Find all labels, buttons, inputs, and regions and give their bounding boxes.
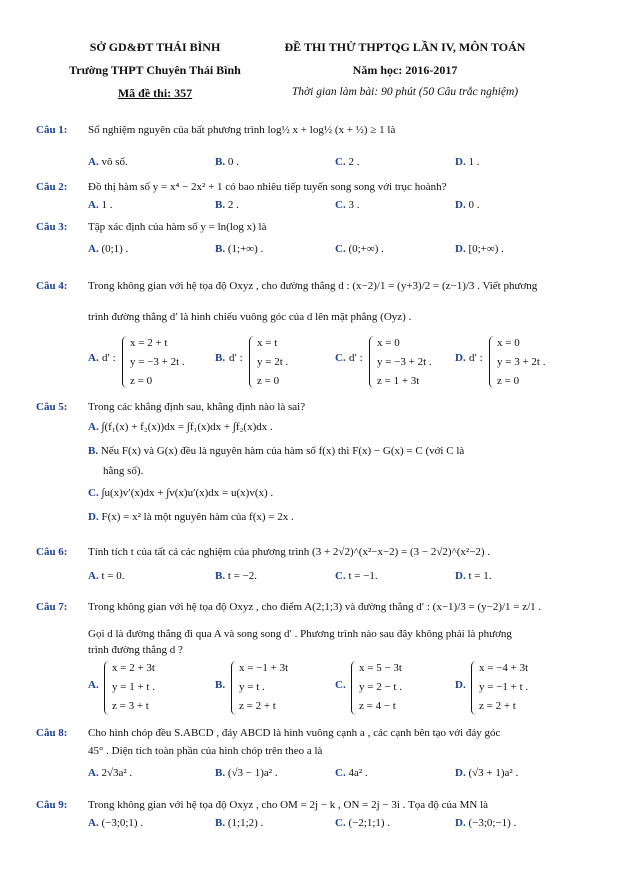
exam-duration: Thời gian làm bài: 90 phút (50 Câu trắc nghiệm) (291, 86, 519, 98)
question-label: Câu 5: (36, 401, 68, 413)
option-c[interactable]: C. 4a² . (335, 767, 368, 779)
question-text: Trong không gian với hệ tọa độ Oxyz , cho đường thẳng d : (x−2)/1 = (y+3)/2 = (z−1)/3 . Viết phương (88, 280, 538, 292)
option-b[interactable]: B. (1;1;2) . (215, 817, 264, 829)
question-text: Đồ thị hàm số y = x⁴ − 2x² + 1 có bao nhiêu tiếp tuyến song song với trục hoành? (88, 181, 447, 193)
question-label: Câu 8: (36, 727, 68, 739)
option-a[interactable]: A. x = 2 + 3t y = 1 + t . z = 3 + t (88, 659, 208, 719)
option-b[interactable]: B. t = −2. (215, 570, 258, 582)
question-text: Cho hình chóp đều S.ABCD , đáy ABCD là hình vuông cạnh a , các cạnh bên tạo với đáy góc (88, 727, 501, 739)
option-c[interactable]: C. d′ : x = 0 y = −3 + 2t . z = 1 + 3t (335, 337, 432, 387)
option-b[interactable]: B. (√3 − 1)a² . (215, 767, 278, 779)
question-text: Tính tích t của tất cả các nghiệm của phương trình (3 + 2√2)^(x²−x−2) = (3 − 2√2)^(x²−2) . (88, 546, 491, 558)
question-label: Câu 3: (36, 221, 68, 233)
option-b[interactable]: B. x = −1 + 3t y = t . z = 2 + t (215, 659, 330, 719)
option-c[interactable]: C. t = −1. (335, 570, 378, 582)
question-text: Trong không gian với hệ tọa độ Oxyz , cho OM = 2j − k , ON = 2j − 3i . Tọa độ của MN là (88, 799, 489, 811)
option-d[interactable]: D. x = −4 + 3t y = −1 + t . z = 2 + t (455, 659, 570, 719)
option-a[interactable]: A. d′ : x = 2 + t y = −3 + 2t . z = 0 (88, 337, 185, 387)
exam-title: ĐỀ THI THỬ THPTQG LẦN IV, MÔN TOÁN (284, 40, 526, 54)
option-a[interactable]: A. (0;1) . (88, 243, 129, 255)
option-a[interactable]: A. vô số. (88, 156, 128, 168)
question-text-cont: Gọi d là đường thẳng đi qua A và song song d′ . Phương trình nào sau đây không phải là phương (88, 628, 512, 640)
option-c[interactable]: C. x = 5 − 3t y = 2 − t . z = 4 − t (335, 659, 450, 719)
question-label: Câu 9: (36, 799, 68, 811)
option-b[interactable]: B. (1;+∞) . (215, 243, 264, 255)
question-text: Số nghiệm nguyên của bất phương trình log½ x + log½ (x + ½) ≥ 1 là (88, 124, 396, 136)
option-d[interactable]: D. 0 . (455, 199, 480, 211)
option-d[interactable]: D. [0;+∞) . (455, 243, 504, 255)
question-text: Trong các khẳng định sau, khẳng định nào là sai? (88, 401, 306, 413)
option-d[interactable]: D. d′ : x = 0 y = 3 + 2t . z = 0 (455, 337, 546, 387)
option-b[interactable]: B. 2 . (215, 199, 239, 211)
question-label: Câu 6: (36, 546, 68, 558)
option-d[interactable]: D. (−3;0;−1) . (455, 817, 517, 829)
option-b-cont: hằng số). (103, 465, 144, 477)
option-c[interactable]: C. 2 . (335, 156, 360, 168)
option-b[interactable]: B. d′ : x = t y = 2t . z = 0 (215, 337, 289, 387)
question-text: Trong không gian với hệ tọa độ Oxyz , cho điểm A(2;1;3) và đường thẳng d′ : (x−1)/3 = (y−2)/1 = z/1 . (88, 601, 542, 613)
option-a[interactable]: A. 2√3a² . (88, 767, 133, 779)
option-d[interactable]: D. 1 . (455, 156, 480, 168)
question-label: Câu 2: (36, 181, 68, 193)
question-text: Tập xác định của hàm số y = ln(log x) là (88, 221, 267, 233)
option-a[interactable]: A. 1 . (88, 199, 113, 211)
option-a[interactable]: A. (−3;0;1) . (88, 817, 144, 829)
option-c[interactable]: C. (−2;1;1) . (335, 817, 391, 829)
option-d[interactable]: D. (√3 + 1)a² . (455, 767, 519, 779)
question-label: Câu 7: (36, 601, 68, 613)
option-b[interactable]: B. Nếu F(x) và G(x) đều là nguyên hàm của hàm số f(x) thì F(x) − G(x) = C (với C là (88, 445, 465, 457)
question-text-cont: 45° . Diện tích toàn phần của hình chóp trên theo a là (88, 745, 323, 757)
school-department: SỞ GD&ĐT THÁI BÌNH (89, 40, 221, 54)
option-d[interactable]: D. F(x) = x² là một nguyên hàm của f(x) = 2x . (88, 511, 294, 523)
option-c[interactable]: C. 3 . (335, 199, 360, 211)
question-text-cont2: trình đường thẳng d ? (88, 644, 183, 656)
question-label: Câu 4: (36, 280, 68, 292)
question-text-cont: trình đường thẳng d′ là hình chiếu vuông góc của d lên mặt phẳng (Oyz) . (88, 311, 412, 323)
school-name: Trường THPT Chuyên Thái Bình (69, 63, 241, 77)
option-c[interactable]: C. ∫u(x)v′(x)dx + ∫v(x)u′(x)dx = u(x)v(x) . (88, 487, 274, 499)
question-label: Câu 1: (36, 124, 68, 136)
option-d[interactable]: D. t = 1. (455, 570, 492, 582)
option-a[interactable]: A. t = 0. (88, 570, 125, 582)
option-a[interactable]: A. ∫(f₁(x) + f₂(x))dx = ∫f₁(x)dx + ∫f₂(x)dx . (88, 421, 273, 433)
school-year: Năm học: 2016-2017 (352, 63, 458, 77)
option-b[interactable]: B. 0 . (215, 156, 239, 168)
option-c[interactable]: C. (0;+∞) . (335, 243, 384, 255)
exam-code: Mã đề thi: 357 (117, 86, 193, 100)
